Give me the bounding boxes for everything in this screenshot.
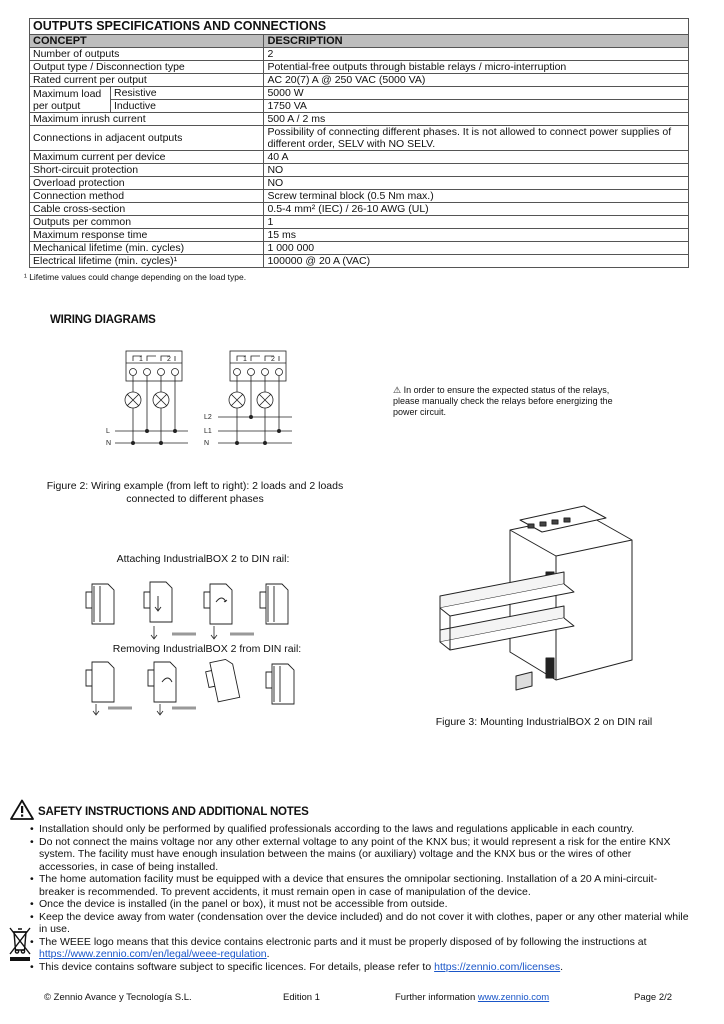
neutral-label: N (106, 440, 112, 447)
table-row (30, 48, 689, 61)
concept-cell: Output type / Disconnection type (30, 61, 264, 74)
footer-company: © Zennio Avance y Tecnología S.L. (44, 992, 192, 1003)
concept-cell: Outputs per common (30, 216, 264, 229)
table-row (30, 255, 689, 268)
description-cell: 1 (264, 216, 689, 229)
description-cell: 40 A (264, 151, 689, 164)
relay-label: 1 (243, 356, 247, 363)
description-cell: 0.5-4 mm² (IEC) / 26-10 AWG (UL) (264, 203, 689, 216)
table-row (30, 203, 689, 216)
column-header-description: DESCRIPTION (264, 35, 689, 48)
specifications-table (29, 18, 689, 268)
resistive-value: 5000 W (264, 87, 689, 100)
figure-2-caption: Figure 2: Wiring example (from left to right): 2 loads and 2 loads connected to different phases (46, 480, 344, 505)
description-cell: NO (264, 177, 689, 190)
weee-text: The WEEE logo means that this device contains electronic parts and it must be properly disposed of by following the instructions at (39, 935, 647, 948)
safety-list (28, 823, 690, 973)
device-side-view (86, 662, 114, 702)
table-row (30, 177, 689, 190)
licences-link[interactable]: https://zennio.com/licenses (434, 960, 561, 973)
max-load-label: Maximum load per output (30, 87, 111, 113)
table-footnote: ¹ Lifetime values could change depending on the load type. (24, 272, 247, 282)
footer-more-info (395, 992, 549, 1003)
figure-3-caption: Figure 3: Mounting IndustrialBOX 2 on DIN rail (435, 716, 653, 728)
safety-item: • Do not connect the mains voltage nor any other external voltage to any point of the KNX bus; it would represent a risk for the entire KNX system. The facility must have enough insulation between the mains (or auxiliary) voltage and the KNX bus or the wires of other accessories, in case of being installed. (28, 836, 690, 874)
table-row (30, 216, 689, 229)
table-row (30, 126, 689, 151)
resistive-label: Resistive (111, 87, 264, 100)
safety-item: • Once the device is installed (in the panel or box), it must not be accessible from outside. (28, 898, 690, 911)
concept-cell: Maximum response time (30, 229, 264, 242)
table-row (30, 113, 689, 126)
description-cell: 500 A / 2 ms (264, 113, 689, 126)
wiring-diagram (90, 345, 310, 450)
warning-triangle-icon (10, 799, 34, 820)
attach-caption: Attaching IndustrialBOX 2 to DIN rail: (116, 553, 290, 565)
warning-icon: ⚠ (393, 385, 402, 395)
line-label: L2 (204, 414, 212, 421)
concept-cell: Mechanical lifetime (min. cycles) (30, 242, 264, 255)
table-row (30, 87, 689, 100)
concept-cell: Cable cross-section (30, 203, 264, 216)
concept-cell: Number of outputs (30, 48, 264, 61)
description-cell: Possibility of connecting different phases. It is not allowed to connect power supplies of different order, SELV with NO SELV. (264, 126, 689, 151)
concept-cell: Short-circuit protection (30, 164, 264, 177)
safety-item: • The home automation facility must be equipped with a device that ensures the omnipolar sectioning. Installation of a 20 A mini-circuit-breaker is recommended. To prevent accidents, it must remain open in case of manipulation of the device. (28, 873, 690, 898)
weee-link[interactable]: https://www.zennio.com/en/legal/weee-regulation (39, 948, 267, 960)
table-row (30, 151, 689, 164)
table-row (30, 190, 689, 203)
concept-cell: Maximum current per device (30, 151, 264, 164)
table-row (30, 61, 689, 74)
table-row (30, 242, 689, 255)
description-cell: Screw terminal block (0.5 Nm max.) (264, 190, 689, 203)
footer-page-number: Page 2/2 (634, 992, 673, 1003)
footer-more-info-label: Further information (395, 992, 476, 1003)
inductive-label: Inductive (111, 100, 264, 113)
footer-edition: Edition 1 (283, 992, 320, 1003)
line-label: L1 (204, 428, 212, 435)
din-rail-mounting-illustration (436, 500, 646, 700)
neutral-label: N (204, 440, 210, 447)
concept-cell: Overload protection (30, 177, 264, 190)
concept-cell: Maximum inrush current (30, 113, 264, 126)
description-cell: 15 ms (264, 229, 689, 242)
table-row (30, 164, 689, 177)
safety-item: • Installation should only be performed by qualified professionals according to the laws and regulations applicable in each country. (28, 823, 690, 836)
table-row (30, 100, 689, 113)
relay-warning-note (393, 385, 633, 418)
weee-bin-icon (8, 926, 32, 962)
warning-text: In order to ensure the expected status of the relays, please manually check the relays before energizing the power circuit. (393, 385, 613, 417)
safety-item-licences: • This device contains software subject to specific licences. For details, please refer to https://zennio.com/licenses. (28, 961, 690, 974)
description-cell: NO (264, 164, 689, 177)
wiring-heading: WIRING DIAGRAMS (50, 314, 156, 326)
table-row (30, 74, 689, 87)
attach-steps-illustration (80, 572, 310, 642)
column-header-concept: CONCEPT (30, 35, 264, 48)
safety-item-weee: • The WEEE logo means that this device contains electronic parts and it must be properly disposed of by following the instructions at https://www.zennio.com/en/legal/weee-regulation. (28, 936, 690, 961)
description-cell: 100000 @ 20 A (VAC) (264, 255, 689, 268)
concept-cell: Connection method (30, 190, 264, 203)
remove-steps-illustration (80, 656, 310, 718)
concept-cell: Connections in adjacent outputs (30, 126, 264, 151)
inductive-value: 1750 VA (264, 100, 689, 113)
relay-label: 2 (167, 356, 171, 363)
description-cell: 2 (264, 48, 689, 61)
terminal-block (126, 351, 182, 381)
remove-caption: Removing IndustrialBOX 2 from DIN rail: (112, 643, 302, 655)
table-title: OUTPUTS SPECIFICATIONS AND CONNECTIONS (30, 19, 689, 35)
device-side-view (204, 584, 232, 624)
device-side-view (204, 658, 240, 703)
line-label: L (106, 428, 110, 435)
licence-text: This device contains software subject to specific licences. For details, please refer to (39, 960, 432, 973)
description-cell: AC 20(7) A @ 250 VAC (5000 VA) (264, 74, 689, 87)
concept-cell: Electrical lifetime (min. cycles)¹ (30, 255, 264, 268)
safety-heading: SAFETY INSTRUCTIONS AND ADDITIONAL NOTES (38, 806, 309, 818)
table-row (30, 229, 689, 242)
safety-item: • Keep the device away from water (condensation over the device included) and do not cover it with clothes, paper or any other material while in use. (28, 911, 690, 936)
terminal-block (230, 351, 286, 381)
footer-website-link[interactable]: www.zennio.com (477, 992, 550, 1003)
relay-label: 1 (139, 356, 143, 363)
relay-label: 2 (271, 356, 275, 363)
description-cell: 1 000 000 (264, 242, 689, 255)
concept-cell: Rated current per output (30, 74, 264, 87)
description-cell: Potential-free outputs through bistable relays / micro-interruption (264, 61, 689, 74)
